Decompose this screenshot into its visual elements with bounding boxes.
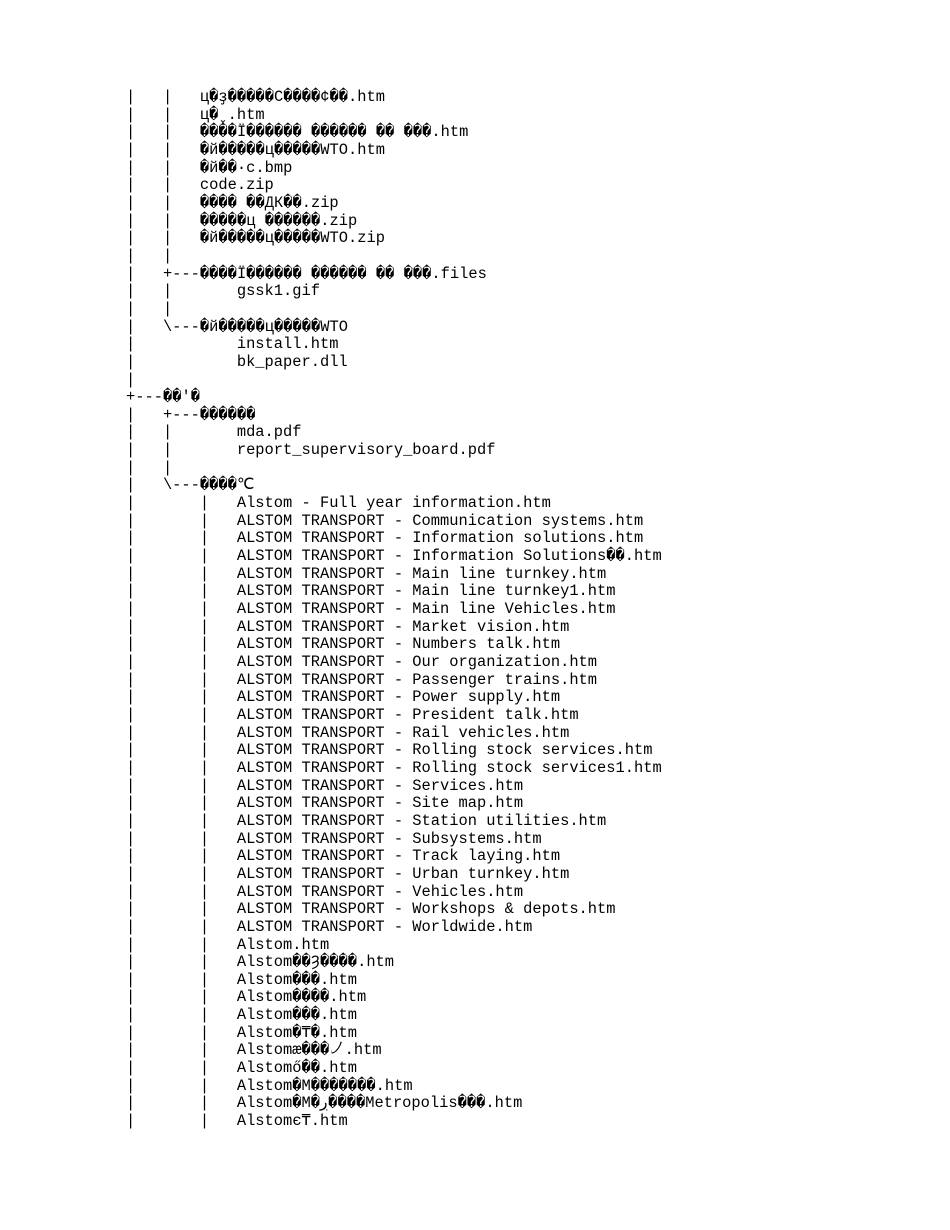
tree-line: | | Alstom�₸�.htm xyxy=(126,1023,357,1042)
tree-line: | | ALSTOM TRANSPORT - President talk.htm xyxy=(126,705,579,724)
tree-line: | | mda.pdf xyxy=(126,423,302,442)
tree-line: | bk_paper.dll xyxy=(126,352,348,371)
tree-line: | | �����ц ������.zip xyxy=(126,211,358,230)
tree-line: | | ALSTOM TRANSPORT - Main line turnkey1.htm xyxy=(126,582,616,601)
tree-line: | | Alstomő��.htm xyxy=(126,1059,357,1078)
tree-line: | | ALSTOM TRANSPORT - Passenger trains.htm xyxy=(126,670,598,689)
tree-line: | | ALSTOM TRANSPORT - Our organization.htm xyxy=(126,653,598,671)
tree-line: | | ALSTOM TRANSPORT - Worldwide.htm xyxy=(126,917,533,936)
tree-line: | | Alstom�M�������.htm xyxy=(126,1076,413,1095)
tree-line: | | xyxy=(126,246,173,265)
tree-line: | | ALSTOM TRANSPORT - Subsystems.htm xyxy=(126,829,542,848)
directory-tree-listing xyxy=(126,89,926,1131)
tree-line: | | Alstom�M�ڔ����Metropolis���.htm xyxy=(126,1094,523,1113)
tree-line: | | ALSTOM TRANSPORT - Information solutions.htm xyxy=(126,529,644,548)
tree-line: | | ц�ҙ�����С����¢��.htm xyxy=(126,88,385,106)
tree-line: | | Alstom���.htm xyxy=(126,970,357,989)
tree-line: | install.htm xyxy=(126,335,339,354)
tree-line: | xyxy=(126,370,136,389)
tree-line: | | ALSTOM TRANSPORT - Rolling stock services1.htm xyxy=(126,758,662,777)
tree-line: | | �й�����ц�����WTO.htm xyxy=(126,140,385,159)
tree-line: | | ALSTOM TRANSPORT - Communication systems.htm xyxy=(126,511,644,530)
tree-line: | | xyxy=(126,299,173,318)
tree-line: | | ALSTOM TRANSPORT - Market vision.htm xyxy=(126,617,570,636)
tree-line: | | ALSTOM TRANSPORT - Information Solutions��.htm xyxy=(126,547,662,566)
tree-line: | | Alstom - Full year information.htm xyxy=(126,494,551,513)
tree-line: | | ц�ˬ.htm xyxy=(126,105,265,124)
tree-line: | | �й�����ц�����WTO.zip xyxy=(126,229,385,248)
tree-line: | | ALSTOM TRANSPORT - Workshops & depots.htm xyxy=(126,900,616,919)
tree-line: | | ALSTOM TRANSPORT - Numbers talk.htm xyxy=(126,635,561,654)
tree-line: | | code.zip xyxy=(126,176,274,195)
tree-line: | | ALSTOM TRANSPORT - Rail vehicles.htm xyxy=(126,723,570,742)
tree-line: | \---����℃ xyxy=(126,476,255,495)
tree-line: | | Alstom����.htm xyxy=(126,988,367,1007)
tree-line: | | ALSTOM TRANSPORT - Main line Vehicles.htm xyxy=(126,600,616,619)
tree-line: | | Alstom���.htm xyxy=(126,1006,357,1025)
tree-line: | | ALSTOM TRANSPORT - Site map.htm xyxy=(126,794,524,813)
tree-line: | | ALSTOM TRANSPORT - Power supply.htm xyxy=(126,688,561,707)
tree-line: | | ����Ї������ ������ �� ���.htm xyxy=(126,123,469,142)
tree-line: +---��'� xyxy=(126,388,200,407)
tree-line: | | ALSTOM TRANSPORT - Urban turnkey.htm xyxy=(126,864,570,883)
tree-line: | | ALSTOM TRANSPORT - Main line turnkey.htm xyxy=(126,564,607,583)
tree-line: | | Alstom.htm xyxy=(126,935,330,954)
tree-line: | | �й��·с.bmp xyxy=(126,158,293,177)
tree-line: | | Alstomæ���㇢.htm xyxy=(126,1041,382,1060)
tree-line: | | ALSTOM TRANSPORT - Rolling stock services.htm xyxy=(126,741,653,760)
tree-line: | | ALSTOM TRANSPORT - Track laying.htm xyxy=(126,847,561,866)
tree-line: | | gssk1.gif xyxy=(126,282,320,301)
tree-line: | +---����Ї������ ������ �� ���.files xyxy=(126,264,487,283)
tree-line: | | Alstomє₸.htm xyxy=(126,1112,348,1131)
tree-line: | | ALSTOM TRANSPORT - Vehicles.htm xyxy=(126,882,524,901)
tree-line: | | ALSTOM TRANSPORT - Services.htm xyxy=(126,776,524,795)
tree-line: | | ���� ��ДК��.zip xyxy=(126,193,339,212)
tree-line: | +---������ xyxy=(126,405,256,424)
tree-line: | | ALSTOM TRANSPORT - Station utilities.htm xyxy=(126,811,607,830)
tree-line: | \---�й�����ц�����WTO xyxy=(126,317,348,336)
tree-line: | | report_supervisory_board.pdf xyxy=(126,441,496,460)
tree-line: | | Alstom��Ȝ����.htm xyxy=(126,953,395,972)
tree-line: | | xyxy=(126,458,173,477)
